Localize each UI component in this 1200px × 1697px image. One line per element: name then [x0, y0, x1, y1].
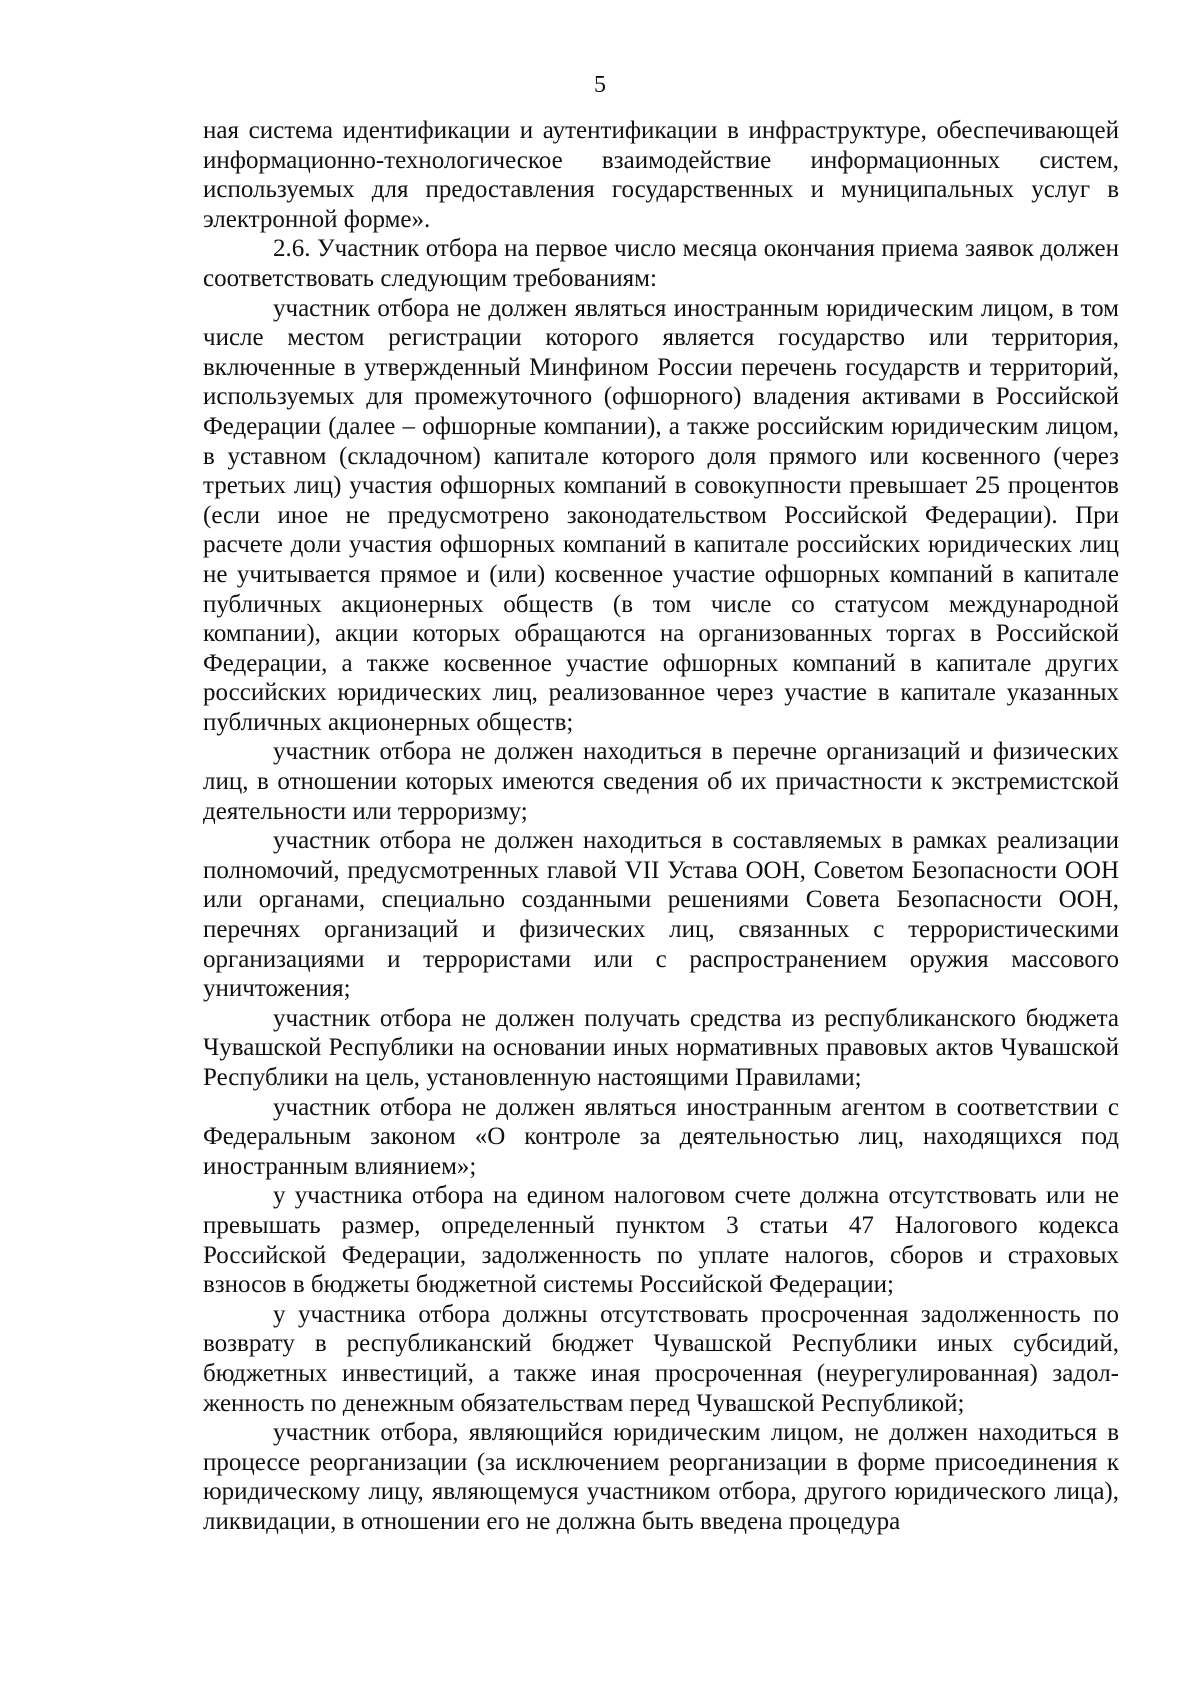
page-number: 5: [594, 72, 606, 98]
paragraph-overdue-debt-requirement: у участника отбора должны отсутствовать просроченная задолженность по возврату в республиканский бюджет Чувашской Республики иных субсидий, бюджетных инвестиций, а также иная просроченная (неурегулированная) задолженность по денежным обязательствам перед Чувашской Республикой;: [203, 1300, 1119, 1417]
paragraph-offshore-requirement: участник отбора не должен являться иностранным юридическим лицом, в том числе местом регистрации которого является государство или территория, включенные в утвержденный Минфином России перечень государств и территорий, используемых для промежуточного (офшорного) владения активами в Российской Федерации (далее – офшорные компании), а также российским юридическим лицом, в уставном (складочном) капитале которого доля прямого или косвенного (через третьих лиц) участия офшорных компаний в совокупности превышает 25 процентов (если иное не предусмотрено законодательством Российской Федерации). При расчете доли участия офшорных компаний в капитале российских юридических лиц не учитывается прямое и (или) косвенное участие офшорных компаний в капитале публичных акционерных обществ (в том числе со статусом международной компании), акции которых обращаются на организованных торгах в Российской Федерации, а также косвенное участие офшорных компаний в капитале других российских юридических лиц, реализованное через участие в капитале указанных публичных акционерных обществ;: [203, 294, 1119, 736]
paragraph-un-lists-requirement: участник отбора не должен находиться в составляемых в рамках реализации полномочий, предусмотренных главой VII Устава ООН, Советом Безопасности ООН или органами, специально созданными решениями Совета Безопасности ООН, перечнях организаций и физических лиц, связанных с террористическими организациями и террористами или с распространением оружия массового уничтожения;: [203, 827, 1119, 1003]
paragraph-continuation: ная система идентификации и аутентификации в инфраструктуре, обеспечивающей информационно-технологическое взаимодействие информационных систем, используемых для предоставления государственных и муниципальных услуг в электронной форме».: [203, 117, 1119, 233]
paragraph-reorganization-requirement: участник отбора, являющийся юридическим лицом, не должен находиться в процессе реорганизации (за исключением реорганизации в форме присоединения к юридическому лицу, являющемуся участником отбора, другого юридического лица), ликвидации, в отношении его не должна быть введена процедура: [203, 1419, 1119, 1535]
document-body: [203, 116, 1119, 1537]
paragraph-foreign-agent-requirement: участник отбора не должен являться иностранным агентом в соответствии с Федеральным законом «О контроле за деятельностью лиц, находящихся под иностранным влиянием»;: [203, 1093, 1119, 1180]
paragraph-requirements-intro: 2.6. Участник отбора на первое число месяца окончания приема заявок должен соответствовать следующим требованиям:: [203, 235, 1119, 292]
paragraph-tax-debt-requirement: у участника отбора на едином налоговом счете должна отсутствовать или не превышать размер, определенный пунктом 3 статьи 47 Налогового кодекса Российской Федерации, задолженность по уплате налогов, сборов и страховых взносов в бюджеты бюджетной системы Российской Федерации;: [203, 1182, 1119, 1299]
paragraph-budget-funds-requirement: участник отбора не должен получать средства из республиканского бюджета Чувашской Республики на основании иных нормативных правовых актов Чувашской Республики на цель, установленную настоящими Правилами;: [203, 1004, 1119, 1091]
paragraph-extremism-requirement: участник отбора не должен находиться в перечне организаций и физических лиц, в отношении которых имеются сведения об их причастности к экстремистской деятельности или терроризму;: [203, 738, 1119, 825]
